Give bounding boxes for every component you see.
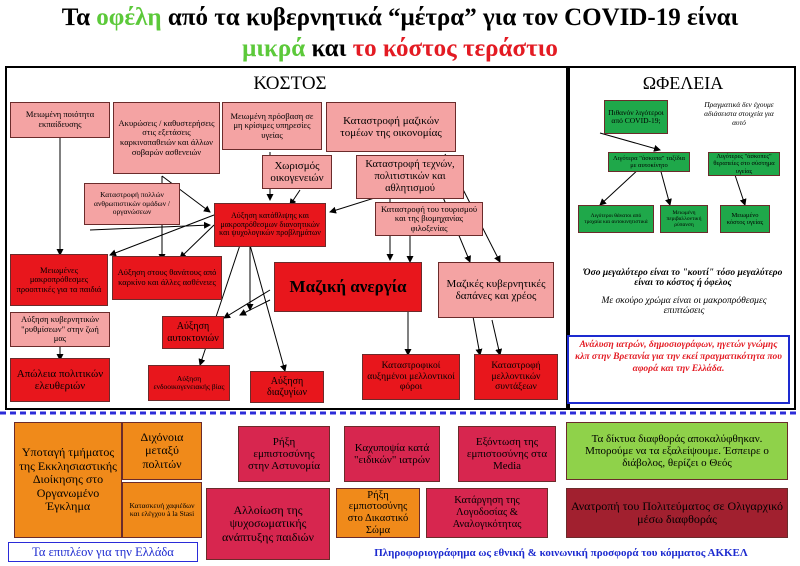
analysis-text: Ανάλυση ιατρών, δημοσιογράφων, ηγετών γνώμης κλπ στην Βρετανία για την εκεί πραγματικότητα που αφορά και την Ελλάδα. — [575, 340, 782, 374]
box-spending: Μαζικές κυβερνητικές δαπάνες και χρέος — [438, 262, 554, 318]
title-small-word: μικρά — [242, 35, 306, 62]
box-road-deaths: Λιγότεροι θάνατοι από τροχαία και αυτοκινητιστικά — [578, 205, 654, 233]
dark-color-note: Με σκούρο χρώμα είναι οι μακροπρόθεσμες επιπτώσεις — [601, 296, 767, 316]
title-benefits-word: οφέλη — [96, 4, 162, 31]
box-taxes: Καταστροφικοί αυξημένοι μελλοντικοί φόροι — [362, 354, 460, 400]
box-suicides: Αύξηση αυτοκτονιών — [162, 316, 224, 349]
box-children: Αλλοίωση της ψυχοσωματικής ανάπτυξης παιδιών — [206, 488, 330, 560]
box-cancellations: Ακυρώσεις / καθυστερήσεις στις εξετάσεις καρκινοπαθειών και άλλων σοβαρών ασθενειών — [113, 102, 220, 174]
box-separation: Χωρισμός οικογενειών — [262, 155, 332, 189]
box-ruling: Αύξηση κυβερνητικών "ρυθμίσεων" στην ζωή μας — [10, 312, 110, 347]
box-division: Διχόνοια μεταξύ πολιτών — [122, 422, 202, 480]
footer-greece-label: Τα επιπλέον για την Ελλάδα — [8, 542, 198, 562]
title-text-b: από τα κυβερνητικά “μέτρα” για τον COVID-19 είναι — [161, 4, 739, 31]
box-depression: Αύξηση κατάθλιψης και μακροπρόθεσμων διανοητικών και ψυχολογικών προβλημάτων — [214, 203, 326, 247]
box-size-note: Όσο μεγαλύτερο είναι το "κουτί" τόσο μεγαλύτερο είναι το κόστος ή όφελος — [583, 268, 783, 288]
box-pensions: Καταστροφή μελλοντικών συντάξεων — [474, 354, 558, 400]
box-corruption: Τα δίκτυα διαφθοράς αποκαλύφθηκαν. Μπορούμε να τα εξαλείψουμε. Έσπειρε ο διάβολος, θερίζει ο Θεός — [566, 422, 788, 480]
box-media: Εξόντωση της εμπιστοσύνης στα Media — [458, 426, 556, 482]
box-sectors: Καταστροφή μαζικών τομέων της οικονομίας — [326, 102, 456, 152]
box-development: Μειωμένες μακροπρόθεσμες προοπτικές για τα παιδιά — [10, 254, 108, 306]
box-arts: Καταστροφή τεχνών, πολιτιστικών και αθλητισμού — [356, 155, 464, 199]
box-justice: Ρήξη εμπιστοσύνης στο Δικαστικό Σώμα — [336, 488, 420, 538]
box-fewer-covid: Πιθανόν λιγότεροι από COVID-19; — [604, 100, 668, 134]
box-pollution: Μειωμένη περιβαλλοντική ρύπανση — [660, 205, 708, 233]
box-logic: Κατάργηση της Λογοδοσίας & Αναλογικότητας — [426, 488, 548, 538]
title-cost-word: το κόστος τεράστιο — [352, 35, 558, 62]
no-data-note: Πραγματικά δεν έχουμε αδιάσειστα στοιχεία για αυτό — [704, 100, 774, 127]
box-groups: Καταστροφή πολλών ανθρωπιστικών ομάδων / οργανώσεων — [84, 183, 180, 225]
footer-credit: Πληροφοριογράφημα ως εθνική & κοινωνική προσφορά του κόμματος ΑΚΚΕΛ — [374, 547, 748, 559]
box-tourism: Καταστροφή του τουρισμού και της βιομηχανίας φιλοξενίας — [375, 202, 483, 236]
title-and: και — [305, 35, 353, 62]
cost-panel-title: ΚΟΣΤΟΣ — [253, 73, 327, 94]
box-access: Μειωμένη πρόσβαση σε μη κρίσιμες υπηρεσίες υγείας — [222, 102, 322, 150]
box-domestic: Αύξηση ενδοοικογενειακής βίας — [148, 365, 230, 401]
box-deaths: Αύξηση στους θανάτους από καρκίνο και άλλες ασθένειες — [112, 256, 222, 300]
box-church: Υποταγή τμήματος της Εκκλησιαστικής Διοίκησης στο Οργανωμένο Έγκλημα — [14, 422, 122, 538]
benefit-panel-title: ΩΦΕΛΕΙΑ — [642, 73, 724, 93]
box-divorces: Αύξηση διαζυγίων — [250, 371, 324, 403]
box-education: Μειωμένη ποιότητα εκπαίδευσης — [10, 102, 110, 138]
box-fewer-visits: Λιγότερες "άσκοπες" θεραπείες στο σύστημα υγείας — [708, 152, 780, 176]
box-snitches: Κατασκευή χαφιέδων και ελέγχου à la Stasi — [122, 482, 202, 538]
box-health-cost: Μειωμένο κόστος υγείας — [720, 205, 770, 233]
box-fewer-trips: Λιγότερα "άσκοπα" ταξίδια με αυτοκίνητο — [608, 152, 690, 172]
title-text-a: Τα — [61, 4, 97, 31]
box-doctors: Καχυποψία κατά "ειδικών" ιατρών — [344, 426, 440, 482]
box-police: Ρήξη εμπιστοσύνης στην Αστυνομία — [238, 426, 330, 482]
box-unemployment: Μαζική ανεργία — [274, 262, 422, 312]
box-freedoms: Απώλεια πολιτικών ελευθεριών — [10, 358, 110, 402]
box-constitution: Ανατροπή του Πολιτεύματος σε Ολιγαρχικό μέσω διαφθοράς — [566, 488, 788, 538]
